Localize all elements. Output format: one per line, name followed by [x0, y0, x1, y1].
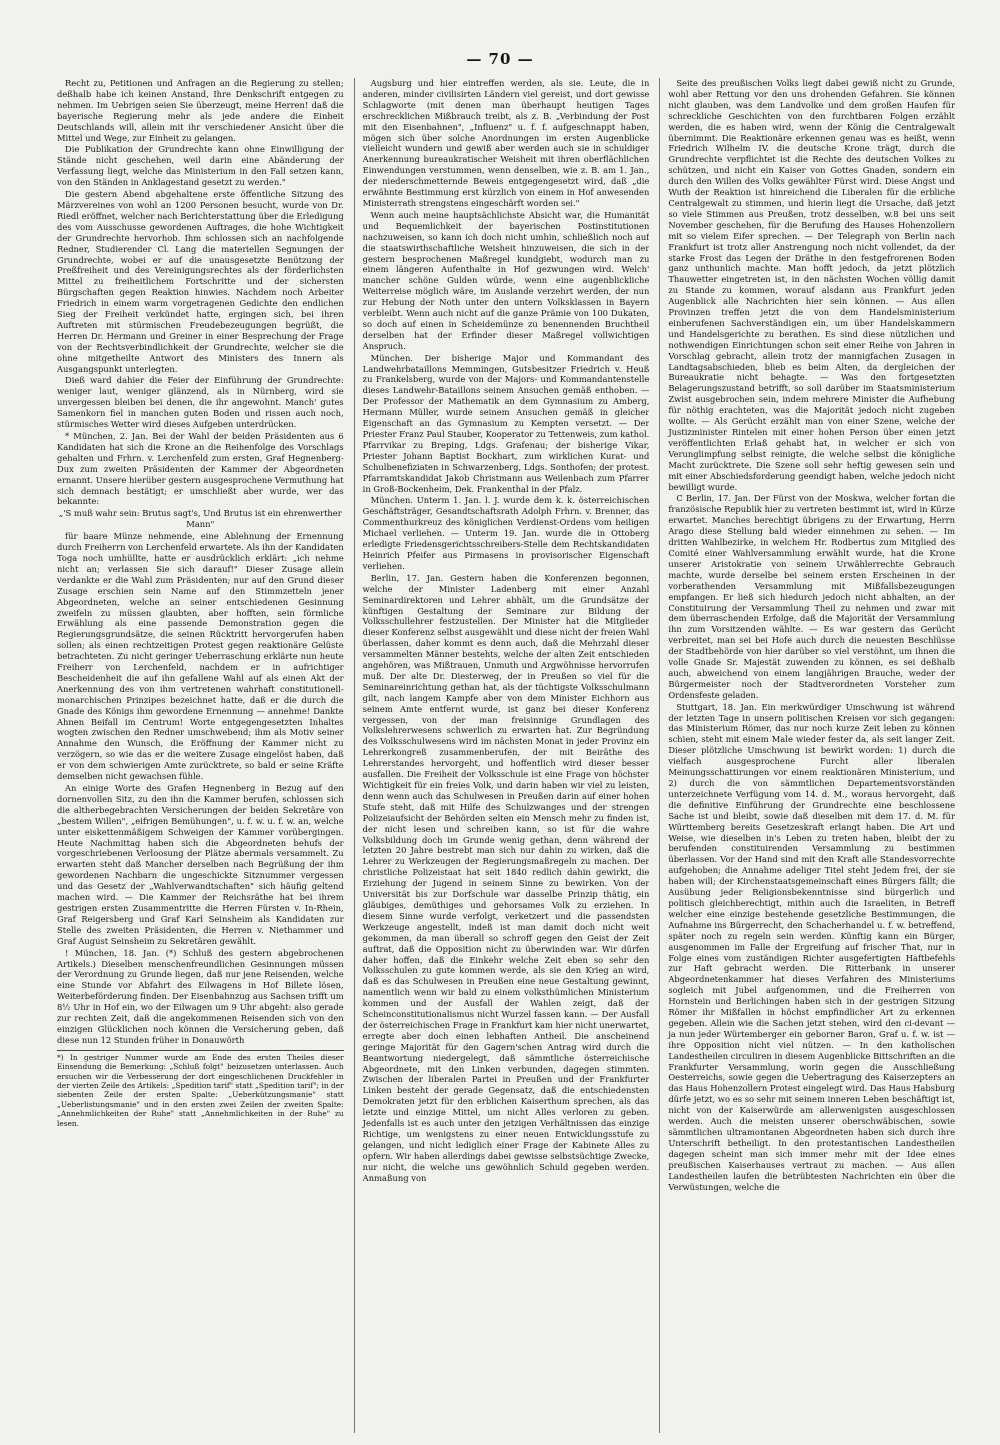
- footnote: *) In gestriger Nummer wurde am Ende des ersten Theiles dieser Einsendung die Bemerkung: „Schluß folgt" beizusetzen unterlassen. Auch ersuchen wir die Verbesserung der dort eingeschlichenen Druckfehler in der vierten Zeile des Artikels: „Spedition tarif" statt „Spedition tarif"; in der siebenten Zeile der ersten Spalte: „Ueberkützungsmanie" statt „Ueberlistungsmanie" und in den ersten zwei Zeilen der zweiten Spalte: „Annehmlichkeiten der Ruhe" statt „Annehmlichkeiten in der Ruhe" zu lesen.: [57, 1050, 344, 1128]
- paragraph: * München, 2. Jan. Bei der Wahl der beiden Präsidenten aus 6 Kandidaten hat sich die Krone an die Reihenfolge des Vorschlags gehalten und Frhrn. v. Lerchenfeld zum ersten, Graf Hegnenberg-Dux zum zweiten Präsidenten der Kammer der Abgeordneten ernannt. Unsere hierüber gestern ausgesprochene Vermuthung hat sich demnach bestätigt; er umschließt aber wurde, wer das bekannte:: [57, 431, 344, 507]
- paragraph: für baare Münze nehmende, eine Ablehnung der Ernennung durch Freiherrn von Lerchenfeld erwartete. Als ihn der Kandidaten Toga noch umhüllte, hatte er ausdrücklich erklärt: „ich nehme nicht an; verlassen Sie sich darauf!" Dieser Zusage allein verdankte er die Wahl zum Präsidenten; nur auf den Grund dieser Zusage erschien sein Name auf den Stimmzetteln jener Abgeordneten, welche an seiner entschiedenen Gesinnung zweifeln zu müssen glaubten, aber hofften, sein förmliche Erwählung als eine passende Demonstration gegen die Regierungsgrundsätze, die seinen Rücktritt hervorgerufen haben sollen; als einen rechtzeitigen Protest gegen reaktionäre Gelüste betrachteten. Zu nicht geringer Ueberraschung erklärte nun heute Freiherr von Lerchenfeld, nachdem er in aufrichtiger Bescheidenheit die auf ihn gefallene Wahl auf als einen Akt der Anerkennung des von ihm vertretenen wahrhaft constitutionell-monarchischen Prinzipes bezeichnet hatte, daß er die durch die Gnade des Königs ihm gewordene Ernennung — annehme! Dankte Ahnen Beifall im Centrum! Worte entgegengesetzten Inhaltes wogten zwischen den Redner umschwebend; ihm als Motiv seiner Annahme den Wunsch, die Eröffnung der Kammer nicht zu verzögern, so wie das er die weitere Zusage eingelöst haben, daß er von dem schwierigen Amte zurücktrete, so bald er seine Kräfte demselben nicht gewachsen fühle.: [57, 531, 344, 782]
- paragraph: Dieß ward dahier die Feier der Einführung der Grundrechte: weniger laut, weniger glänzend, als in Nürnberg, wird sie unvergessen bleiben bei denen, die ihr angewohnt. Manch' gutes Samenkorn fiel in manchen guten Boden und rissen auch noch, stürmisches Wetter wird dieses Aufgeben unterdrücken.: [57, 375, 344, 430]
- paragraph: Seite des preußischen Volks liegt dabei gewiß nicht zu Grunde, wohl aber Rettung vor den uns drohenden Gefahren. Sie können nicht glauben, was dem Landvolke und dem großen Haufen für schreckliche Geschichten von den furchtbaren Folgen erzählt werden, die es haben wird, wenn der König die Centralgewalt übernimmt. Die Reaktionäre erkennen genau was es heißt, wenn Friedrich Wilhelm IV. die deutsche Krone trägt, durch die Grundrechte verpflichtet ist die Rechte des deutschen Volkes zu schützen, und nicht ein Kaiser von Gottes Gnaden, sondern ein durch den Willen des Volks gewählter Fürst wird. Diese Angst und Wuth der Reaktion ist hinreichend die Liberalen für die erbliche Centralgewalt zu stimmen, und hierin liegt die Ursache, daß jetzt so viele Stimmen aus Preußen, trotz desselben, w.8 bei uns seit November geschehen, für die Berufung des Hauses Hohenzollern mit so vielem Eifer sprechen. — Der Telegraph von Berlin nach Frankfurt ist trotz aller Anstrengung noch nicht vollendet, da der starke Frost das Legen der Dräthe in den festgefrorenen Boden ganz unthunlich machte. Man hofft jedoch, da jetzt plötzlich Thauwetter eingetreten ist, in den nächsten Wochen völlig damit zu Stande zu kommen, worauf alsdann aus Frankfurt jeden Augenblick alle Nachrichten hier sein können. — Aus allen Provinzen treffen jetzt die von dem Handelsministerium einberufenen Sachverständigen ein, um über Handelskammern und Handelsgerichte zu berathen. Es sind diese nützlichen und nothwendigen Einrichtungen schon seit einer Reihe von Jahren in Vorschlag gebracht, allein trotz der mannigfachen Zusagen in Landtagsabschieden, blieb es beim Alten, da dergleichen der Bureaukratie nicht behagte. — Was den fortgesetzten Belagerungszustand betrifft, so soll darüber im Staatsministerium Zwist ausgebrochen sein, indem mehrere Minister die Aufhebung für nöthig erachteten, was die Majorität jedoch nicht zugeben wollte. — Als Gerücht erzählt man von einer Szene, welche der Justizminister Rintelen mit einer hohen Person über einen jetzt veröffentlichten Erlaß gehabt hat, in welcher er sich von Verunglimpfung selbst reinigte, die welche selbst die königliche Macht zurücktrete. Die Szene soll sehr heftig gewesen sein und mit einer Abschiedsforderung geendigt haben, welche jedoch nicht bewilligt wurde.: [668, 78, 956, 492]
- page-number: — 70 —: [466, 50, 534, 68]
- paragraph: An einige Worte des Grafen Hegnenberg in Bezug auf den dornenvollen Sitz, zu den ihn die Kammer berufen, schlossen sich die altherbegebrachten Versicherungen der beiden Sekretäre von „bestem Willen", „eifrigen Bemühungen", u. f. w. u. f. w. an, welche unter eiskettenmäßigem Schweigen der Kammer vorübergingen. Heute Nachmittag haben sich die Abgeordneten behufs der vorgeschriebenen Verloosung der Plätze abermals versammelt. Zu erwarten steht daß Mancher derselben nach Begrüßung der ihm gewordenen Nachbarn die ungeschickte Sitznummer vergessen und das Gesetz der „Wahlverwandtschaften" sich häufig geltend machen wird. — Die Kammer der Reichsräthe hat bei ihrem gestrigen ersten Zusammentritte die Herren Fürsten v. In-Rhein, Graf Reigersberg und Graf Karl Seinsheim als Kandidaten zur Stelle des zweiten Präsidenten, die Herren v. Niethammer und Graf August Seinsheim zu Sekretären gewählt.: [57, 783, 344, 946]
- paragraph: Berlin, 17. Jan. Gestern haben die Konferenzen begonnen, welche der Minister Ladenberg mit einer Anzahl Seminardirektoren und Lehrer abhält, um die Grundsätze der künftigen Gestaltung der Seminare zur Bildung der Volksschullehrer festzustellen. Der Minister hat die Mitglieder dieser Konferenz selbst ausgewählt und diese nicht der freien Wahl überlassen, daher kommt es denn auch, daß die Mehrzahl dieser versammelten Männer bestehts, welche der alten Zeit entschieden angehören, was Mißtrauen, Unmuth und Argwöhnisse hervorrufen muß. Der alte Dr. Diesterweg, der in Preußen so viel für die Seminareinrichtung gethan hat, als der tüchtigste Volksschulmann gilt, nach langem Kampfe aber von dem Minister Eichhorn aus seinem Amte entfernt wurde, ist ganz bei dieser Konferenz vergessen, von der man freisinnige Grundlagen des Volkslehrerwesens schwerlich zu erwarten hat. Zur Begründung des Volksschulwesens wird im nächsten Monat in jeder Provinz ein Lehrerkongreß zusammenberufen, der mit Beiräthe des Lehrerstandes hervorgeht, und hoffentlich wird dieser besser ausfallen. Die Freiheit der Volksschule ist eine Frage von höchster Wichtigkeit für ein freies Volk, und darin haben wir viel zu leisten, denn wenn auch das Schulwesen in Preußen darin auf einer hohen Stufe steht, daß mit Hilfe des Schulzwanges und der strengen Polizeiaufsicht der Behörden selten ein Mensch mehr zu finden ist, der nicht lesen und schreiben kann, so ist für die wahre Volksbildung doch im Grunde wenig gethan, denn während der letzten 20 Jahre bestrebt man sich nur dahin zu wirken, daß die Lehrer zu Werkzeugen der Regierungsmaßregeln zu machen. Der christliche Polizeistaat hat seit 1840 redlich dahin gewirkt, die Erziehung der Jugend in seinem Sinne zu bewirken. Von der Universität bis zur Dorfschule war dasselbe Prinzip thätig, ein gläubiges, demüthiges und gehorsames Volk zu erziehen. In diesem Sinne wurde verfolgt, verketzert und die passendsten Werkzeuge angestellt, indeß ist man damit doch nicht weit gekommen, da man überall so schroff gegen den Geist der Zeit auftrat, daß die Opposition nicht zu überwinden war. Wir dürfen daher hoffen, daß die Einkehr welche Zeit eben so sehr den Volksschulen zu gute kommen werde, als sie den Krieg an wird, daß es das Schulwesen in Preußen eine neue Gestaltung gewinnt, namentlich wenn wir bald zu einem volksthümlichen Ministerium kommen und der Ausfall der Wahlen zeigt, daß der Scheinconstitutionalismus nicht Wurzel fassen kann. — Der Ausfall der österreichischen Frage in Frankfurt kam hier nicht unerwartet, erregte aber doch einen lebhaften Antheil. Die anscheinend geringe Majorität für den Gagern'schen Antrag wird durch die Beantwortung niedergelegt, daß sämmtliche österreichische Abgeordnete, mit den Linken verbunden, dagegen stimmten. Zwischen der liberalen Partei in Preußen und der Frankfurter Linken besteht der gerade Gegensatz, daß die entschiedensten Demokraten jetzt für den erblichen Kaiserthum sprechen, als das letzte und einzige Mittel, um nicht Alles verloren zu geben. Jedenfalls ist es auch unter den jetzigen Verhältnissen das einzige Richtige, um wenigstens zu einer neuen Entwicklungsstufe zu gelangen, und nicht lediglich einer Frage der Kabinete Alles zu opfern. Wir haben allerdings dabei gewisse selbstsüchtige Zwecke, nur nicht, die welche uns gewöhnlich Schuld gegeben werden. Anmaßung von: [362, 572, 650, 1183]
- paragraph: ! München, 18. Jan. (*) Schluß des gestern abgebrochenen Artikels.) Dieselben menschenfreundlichen Gesinnungen müssen der Verordnung zu Grunde liegen, daß nur jene Reisenden, welche eine Stunde vor Abfahrt des Eilwagens in Hof Billete lösen, Weiterbeförderung finden. Der Eisenbahnzug aus Sachsen trifft um 8½ Uhr in Hof ein, wo der Eilwagen um 9 Uhr abgeht: also gerade zur rechten Zeit, daß die angekommenen Reisenden sich von den einzigen Glücklichen noch können die Versicherung geben, daß diese nun 12 Stunden früher in Donauwörth: [57, 947, 344, 1045]
- paragraph: Recht zu, Petitionen und Anfragen an die Regierung zu stellen; deßhalb habe ich keinen Anstand, Ihre Denkschrift entgegen zu nehmen. Im Uebrigen seien Sie überzeugt, meine Herren! daß die bayerische Regierung mehr als jede andere die Einheit Deutschlands will, allein mit ihr verschiedener Ansicht über die Mittel und Wege, zur Einheit zu gelangen.: [57, 78, 344, 143]
- paragraph: Augsburg und hier eintreffen werden, als sie. Leute, die in anderen, minder civilisirten Ländern viel gereist, und dort gewisse Schlagworte (mit denen man überhaupt heutigen Tages erschrecklichen Mißbrauch treibt, als z. B. „Verbindung der Post mit den Eisenbahnen", „Influenz" u. f. f. aufgeschnappt haben, mögen sich über solche Anordnungen im ersten Augenblicke vielleicht wundern und gewiß aber werden auch sie in schuldiger Anerkennung bureaukratischer Weisheit mit ihren oberflächlichen Einwendungen verstummen, wenn denselben, wie z. B. am 1. Jan., der niederschmetternde Beweis entgegengesetzt wird, daß „die erwähnte Bestimmung erst kürzlich von einem in Hof anwesenden Ministerrath strengstens eingeschärft worden sei.": [362, 78, 650, 208]
- columns: [57, 78, 955, 1433]
- verse-quote: „'S muß wahr sein: Brutus sagt's, Und Brutus ist ein ehrenwerther Mann": [58, 508, 342, 530]
- paragraph: München. Unterm 1. Jan. l. J. wurde dem k. k. österreichischen Geschäftsträger, Gesandtschaftsrath Adolph Frhrn. v. Brenner, das Commenthurkreuz des königlichen Verdienst-Ordens vom heiligen Michael verliehen. — Unterm 19. Jan. wurde die in Ottoberg erledigte Friedensgerichtsschreibers-Stelle dem Rechtskandidaten Heinrich Pfeifer aus Pirmasens in provisorischer Eigenschaft verliehen.: [362, 495, 650, 571]
- paragraph: Stuttgart, 18. Jan. Ein merkwürdiger Umschwung ist während der letzten Tage in unsern politischen Kreisen vor sich gegangen: das Ministerium Römer, das nur noch kurze Zeit leben zu können schien, steht mit einem Male wieder fester da, als seit langer Zeit. Dieser plötzliche Umschwung ist bewirkt worden: 1) durch die vielfach ausgesprochene Furcht aller liberalen Meinungsschattirungen vor einem reaktionären Ministerium, und 2) durch die von sämmtlichen Departementsvorständen unterzeichnete Verfügung vom 14. d. M., woraus hervorgeht, daß die definitive Einführung der Grundrechte eine beschlossene Sache ist und bleibt, sowie daß dieselben mit dem 17. d. M. für Württemberg bereits Gesetzeskraft erlangt haben. Die Art und Weise, wie dieselben in's Leben zu treten haben, bleibt der zu berufenden constituirenden Versammlung zu bestimmen überlassen. Vor der Hand sind mit den Kraft alle Standesvorrechte aufgehoben; die Annahme adeliger Titel steht Jedem frei, der sie haben will; der Kirchenstaatsgemeinschaft eines Bürgers fällt; die Ausübung jeder Religionsbekenntnisse sind bürgerlich und politisch gleichberechtigt, mithin auch die Israeliten, in Betreff welcher eine einzige bestehende gesetzliche Bestimmungen, die Aufnahme ins Bürgerrecht, den Schacherhandel u. f. w. betreffend, später noch zu regeln sein werden. Künftig kann ein Bürger, ausgenommen im Falle der Ergreifung auf frischer That, nur in Folge eines vom zuständigen Richter ausgefertigten Haftbefehls zur Haft gebracht werden. Die Ritterbank in unserer Abgeordnetenkammer hat dieses Verfahren des Ministeriums sogleich mit Jubel aufgenommen, und die Freiherren von Hornstein und Berlichingen haben sich in der gestrigen Sitzung Römer ihr Mißfallen in höchst empfindlicher Art zu erkennen gegeben. Allein wie die Sachen jetzt stehen, wird den ci-devant — ja nun jeder Würtemberger ein geborner Baron, Graf u. f. w. ist — ihre Opposition nicht viel nützen. — In den katholischen Landestheilen circuliren in diesem Augenblicke Bittschriften an die Frankfurter Versammlung, worin gegen die Ausschließung Oesterreichs, sowie gegen die Uebertragung des Kaiserzepters an das Haus Hohenzollern Protest eingelegt wird. Das Haus Habsburg dürfe jetzt, wo es so sehr mit seinem inneren Leben beschäftigt ist, nicht von der Kaiserwürde am allerwenigsten ausgeschlossen werden. Auch die meisten unserer oberschwäbischen, sowie sämmtlichen ultramontanen Abgeordneten haben sich durch ihre Unterschrift betheiligt. In den protestantischen Landestheilen dagegen scheint man sich immer mehr mit der Idee eines preußischen Kaiserhauses vertraut zu machen. — Aus allen Landestheilen laufen die betrübtesten Nachrichten ein über die Verwüstungen, welche die: [668, 701, 956, 1192]
- column-2: [354, 78, 650, 1433]
- column-1: [57, 78, 344, 1433]
- column-3: [659, 78, 955, 1433]
- paragraph: C Berlin, 17. Jan. Der Fürst von der Moskwa, welcher fortan die französische Republik hier zu vertreten bestimmt ist, wird in Kürze erwartet. Manches berechtigt übrigens zu der Erwartung, Herrn Arago diese Stellung bald wieder einnehmen zu sehen. — Im dritten Wahlbezirke, in welchem Hr. Rodbertus zum Mitglied des Comité einer Wahlversammlung erwählt wurde, hat die Krone unserer Aristokratie von seinem Urwählerrechte Gebrauch machte, wurde derselbe bei seinem ersten Erscheinen in der vorberathenden Versammlung mit Mißfallsbezeugungen empfangen. Er ließ sich hiedurch jedoch nicht abhalten, an der Constituirung der Versammlung Theil zu nehmen und zwar mit dem überraschenden Erfolge, daß die Majorität der Versammlung ihn zum Vorsitzenden wählte. — Es war gestern das Gerücht verbreitet, man sei bei Hofe auch durch die neuesten Beschlüsse der Stadtbehörde von hier darüber so viel verstöhnt, um ihnen die volle Gnade Sr. Majestät zuwenden zu können, es sei deßhalb auch, abweichend von einem langjährigen Brauche, weder der Bürgermeister noch der Stadtverordneten Vorsteher zum Ordensfeste geladen.: [668, 493, 956, 700]
- paragraph: Die gestern Abend abgehaltene erste öffentliche Sitzung des Märzvereines von wohl an 1200 Personen besucht, wurde von Dr. Riedl eröffnet, welcher nach Berichterstattung über die Erledigung des vom Ausschusse gewordenen Auftrages, die hohe Wichtigkeit der Grundrechte hervorhob. Ihm schlossen sich an nachfolgende Redner, Studierender Cl. Lang die materiellen Segnungen der Grundrechte, wobei er auf die unausgesetzte Benützung der Preßfreiheit und des Vereinigungsrechtes als der förderlichsten Mittel zu freiheitlichem Fortschritte und der sichersten Bürgschaften gegen Reaktion hinwies. Nachdem noch Arbeiter Friedrich in einem warm vorgetragenen Gedichte den endlichen Sieg der Freiheit verkündet hatte, ergingen sich, bei ihren Auftreten mit stürmischen Freudebezeugungen begrüßt, die Herren Dr. Hermann und Greiner in einer Besprechung der Frage von der Rechtsverbindlichkeit der Grundrechte, welcher sie die ohne mitgetheilte Antwort des Ministers des Innern als Ausgangspunkt unterlegten.: [57, 189, 344, 374]
- paragraph: München. Der bisherige Major und Kommandant des Landwehrbataillons Memmingen, Gutsbesitzer Friedrich v. Heuß zu Frankelsberg, wurde von der Majors- und Kommandantenstelle dieses Landwehr-Bataillons seinem Ansuchen gemäß enthoben. — Der Professor der Mathematik an dem Gymnasium zu Amberg, Hermann Müller, wurde seinem Ansuchen gemäß in gleicher Eigenschaft an das Gymnasium zu Kempten versetzt. — Der Priester Franz Paul Stauber, Kooperator zu Tettenweis, zum kathol. Pfarrvikar zu Breping, Ldgs. Grafenau; der bisherige Vikar, Priester Johann Baptist Bockhart, zum wirklichen Kurat- und Schulbenefiziaten in Schwarzenberg, Ldgs. Sonthofen; der protest. Pfarramtskandidat Jakob Christmann aus Weilenbach zum Pfarrer in Groß-Bockenheim, Dek. Frankenthal in der Pfalz.: [362, 352, 650, 494]
- paragraph: Wenn auch meine hauptsächlichste Absicht war, die Humanität und Bequemlichkeit der bayerischen Postinstitutionen nachzuweisen, so kann ich doch nicht umhin, schließlich noch auf die staatswirthschaftliche Weisheit hinzuweisen, die sich in der gestern besprochenen Maßregel kundgiebt, wodurch man zu einem längeren Aufenthalte in Hof gezwungen wird. Welch' mancher schöne Gulden würde, wenn eine augenblickliche Weiterreise möglich wäre, im Auslande verzehrt werden, der nun zur Hebung der Noth unter den untern Volksklassen in Bayern verbleibt. Wenn auch nicht auf die ganze Prämie von 100 Dukaten, so doch auf einen in Scheidemünze zu benennenden Bruchtheil derselben hat der Erfinder dieser Maßregel vollwichtigen Anspruch.: [362, 209, 650, 351]
- paragraph: Die Publikation der Grundrechte kann ohne Einwilligung der Stände nicht geschehen, weil darin eine Abänderung der Verfassung liegt, welche das Ministerium in den Fall setzen kann, von den Ständen in Anklagestand gesetzt zu werden.": [57, 144, 344, 188]
